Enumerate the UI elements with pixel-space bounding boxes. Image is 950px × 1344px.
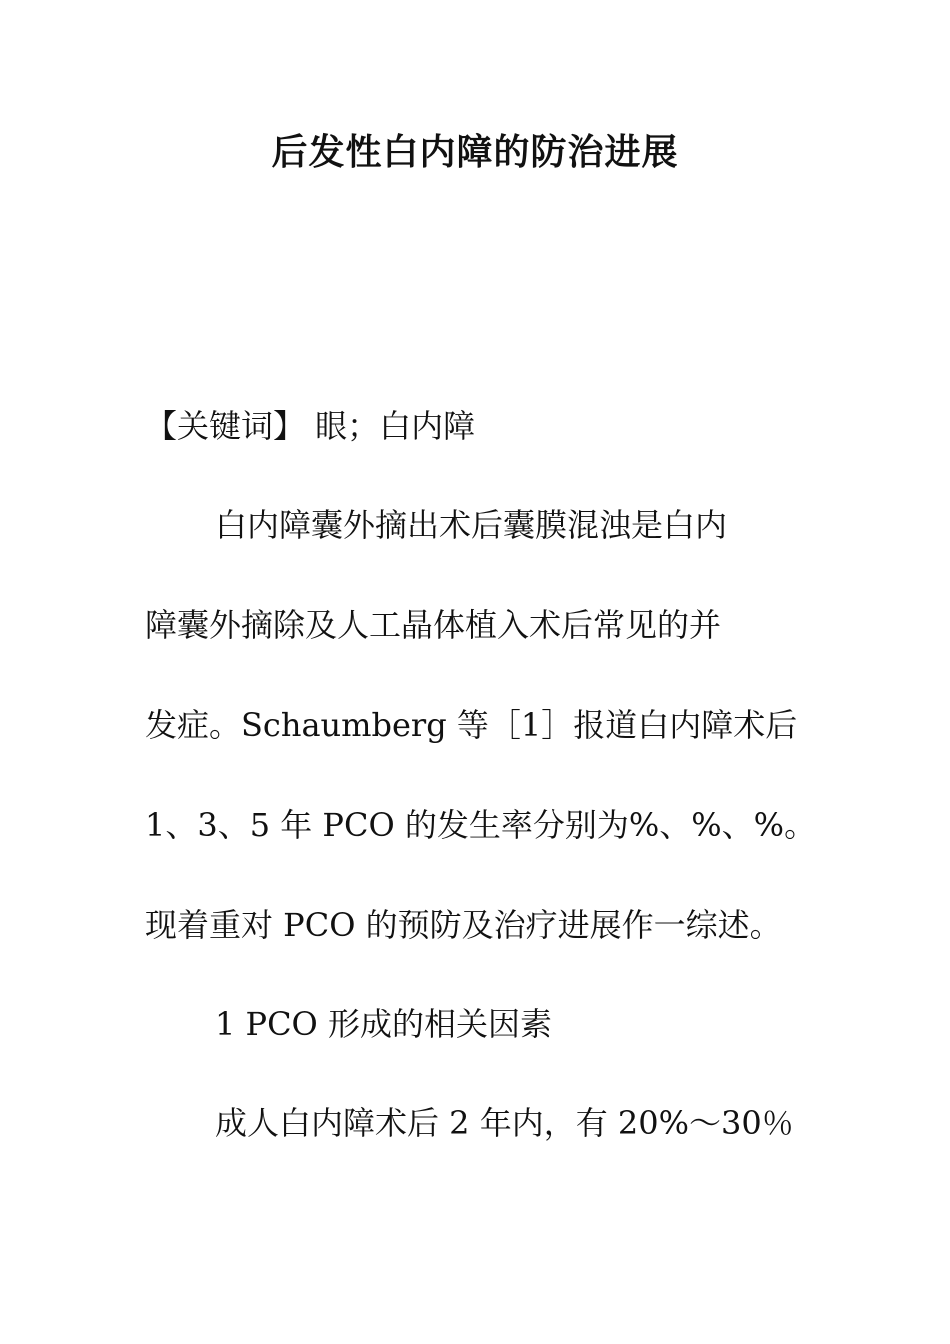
section-heading: 1 PCO 形成的相关因素 [215,1005,552,1043]
body-line: 发症。Schaumberg 等［1］报道白内障术后 [145,706,798,744]
body-line: 白内障囊外摘出术后囊膜混浊是白内 [215,506,728,544]
keywords-line: 【关键词】 眼；白内障 [145,407,476,445]
body-line: 1、3、5 年 PCO 的发生率分别为%、%、%。 [145,806,817,844]
body-line: 现着重对 PCO 的预防及治疗进展作一综述。 [145,906,782,944]
body-line: 障囊外摘除及人工晶体植入术后常见的并 [145,606,722,644]
body-line: 成人白内障术后 2 年内，有 20%～30％ [215,1104,794,1142]
document-title: 后发性白内障的防治进展 [271,132,679,173]
